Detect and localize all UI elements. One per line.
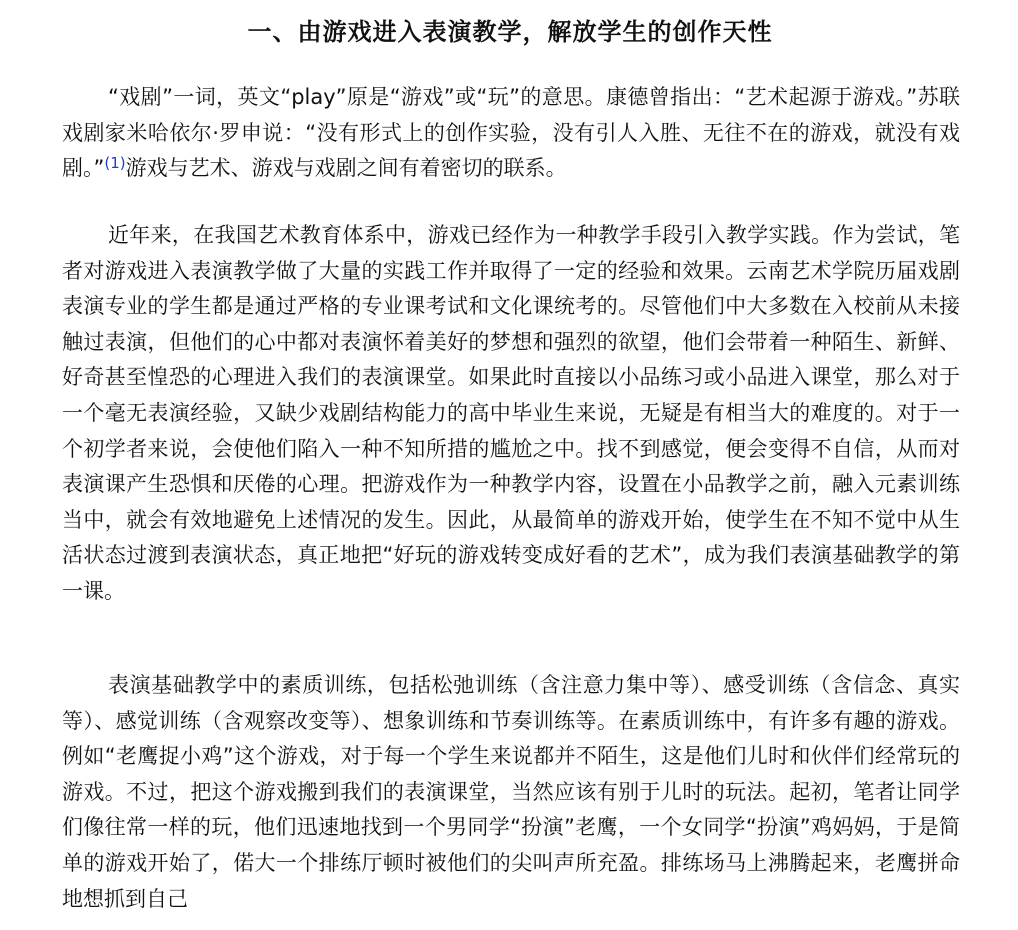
paragraph-3: 表演基础教学中的素质训练，包括松弛训练（含注意力集中等）、感受训练（含信念、真实等）、感觉训练（含观察改变等）、想象训练和节奏训练等。在素质训练中，有许多有趣的游戏。例如“老鹰捉小鸡”这个游戏，对于每一个学生来说都并不陌生，这是他们儿时和伙伴们经常玩的游戏。不过，把这个游戏搬到我们的表演课堂，当然应该有别于儿时的玩法。起初，笔者让同学们像往常一样的玩，他们迅速地找到一个男同学“扮演”老鹰，一个女同学“扮演”鸡妈妈，于是简单的游戏开始了，偌大一个排练厅顿时被他们的尖叫声所充盈。排练场马上沸腾起来，老鹰拼命地想抓到自己 <box>62 673 960 911</box>
paragraph-1-text-before-ref: “戏剧”一词，英文“play”原是“游戏”或“玩”的意思。康德曾指出：“艺术起源于游戏。”苏联戏剧家米哈依尔·罗申说：“没有形式上的创作实验，没有引人入胜、无往不在的游戏，就没有戏剧。” <box>62 85 960 181</box>
paragraph-1-text-after-ref: 游戏与艺术、游戏与戏剧之间有着密切的联系。 <box>125 156 567 181</box>
section-heading: 一、由游戏进入表演教学，解放学生的创作天性 <box>247 18 773 46</box>
paragraph-1 <box>62 80 960 187</box>
footnote-reference-link[interactable]: (1) <box>104 154 126 173</box>
paragraph-2: 近年来，在我国艺术教育体系中，游戏已经作为一种教学手段引入教学实践。作为尝试，笔者对游戏进入表演教学做了大量的实践工作并取得了一定的经验和效果。云南艺术学院历届戏剧表演专业的学生都是通过严格的专业课考试和文化课统考的。尽管他们中大多数在入校前从未接触过表演，但他们的心中都对表演怀着美好的梦想和强烈的欲望，他们会带着一种陌生、新鲜、好奇甚至惶恐的心理进入我们的表演课堂。如果此时直接以小品练习或小品进入课堂，那么对于一个毫无表演经验，又缺少戏剧结构能力的高中毕业生来说，无疑是有相当大的难度的。对于一个初学者来说，会使他们陷入一种不知所措的尴尬之中。找不到感觉，便会变得不自信，从而对表演课产生恐惧和厌倦的心理。把游戏作为一种教学内容，设置在小品教学之前，融入元素训练当中，就会有效地避免上述情况的发生。因此，从最简单的游戏开始，使学生在不知不觉中从生活状态过渡到表演状态，真正地把“好玩的游戏转变成好看的艺术”，成为我们表演基础教学的第一课。 <box>62 223 960 603</box>
